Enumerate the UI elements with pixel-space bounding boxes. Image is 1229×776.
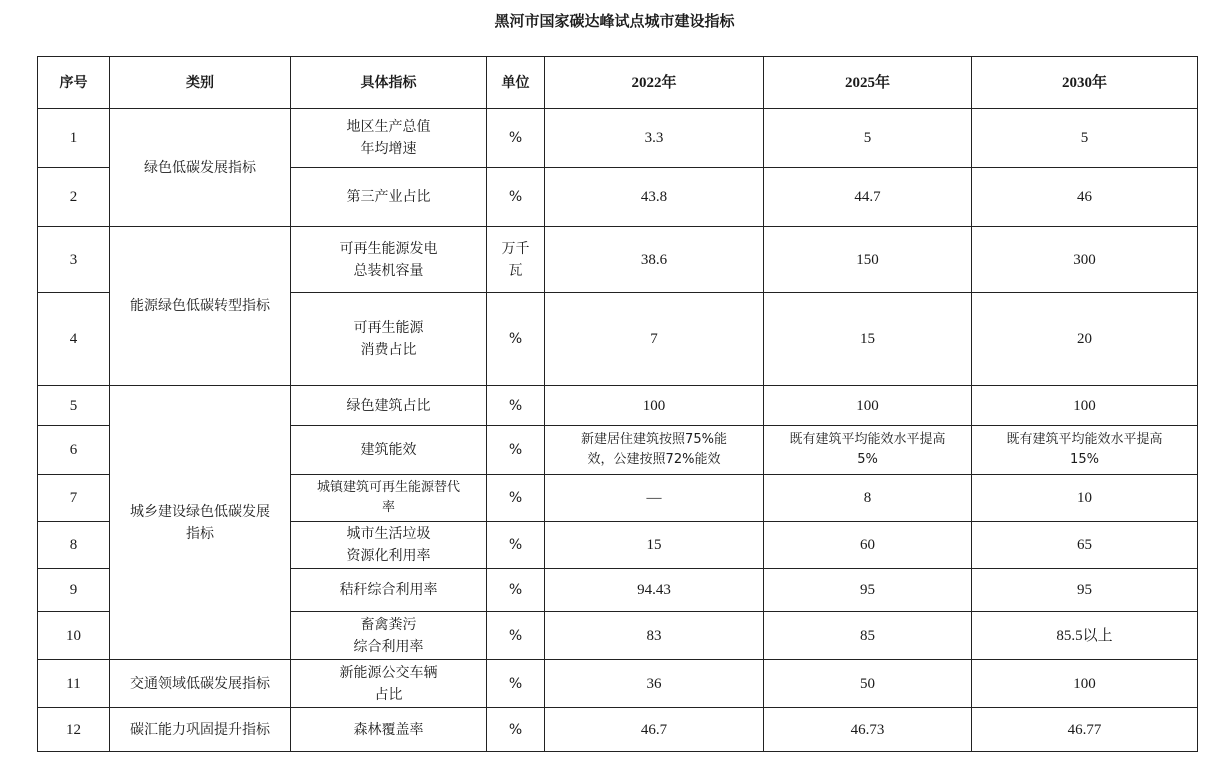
unit-cell: 万千 瓦 xyxy=(487,227,545,293)
row-seq: 5 xyxy=(38,386,110,426)
value-2025: 150 xyxy=(764,227,972,293)
value-2025: 46.73 xyxy=(764,708,972,752)
row-seq: 2 xyxy=(38,168,110,227)
category-cell: 绿色低碳发展指标 xyxy=(110,109,291,227)
unit-cell: % xyxy=(487,708,545,752)
table-row xyxy=(38,708,1198,752)
header-unit: 单位 xyxy=(487,57,545,109)
value-2030: 100 xyxy=(972,386,1198,426)
value-2025: 85 xyxy=(764,612,972,660)
row-seq: 1 xyxy=(38,109,110,168)
header-2025: 2025年 xyxy=(764,57,972,109)
row-seq: 12 xyxy=(38,708,110,752)
page-title: 黑河市国家碳达峰试点城市建设指标 xyxy=(494,12,735,30)
header-2022: 2022年 xyxy=(545,57,764,109)
indicator-cell: 第三产业占比 xyxy=(291,168,487,227)
value-2025: 95 xyxy=(764,569,972,612)
unit-cell: % xyxy=(487,475,545,522)
unit-cell: % xyxy=(487,293,545,386)
category-cell: 城乡建设绿色低碳发展 指标 xyxy=(110,386,291,660)
header-indicator: 具体指标 xyxy=(291,57,487,109)
unit-cell: % xyxy=(487,660,545,708)
table-row xyxy=(38,109,1198,168)
row-seq: 10 xyxy=(38,612,110,660)
unit-cell: % xyxy=(487,109,545,168)
value-2025: 5 xyxy=(764,109,972,168)
category-cell: 能源绿色低碳转型指标 xyxy=(110,227,291,386)
indicator-cell: 森林覆盖率 xyxy=(291,708,487,752)
value-2022: 15 xyxy=(545,522,764,569)
row-seq: 11 xyxy=(38,660,110,708)
value-2025: 50 xyxy=(764,660,972,708)
unit-cell: % xyxy=(487,426,545,475)
indicator-cell: 新能源公交车辆 占比 xyxy=(291,660,487,708)
value-2025: 60 xyxy=(764,522,972,569)
category-cell: 碳汇能力巩固提升指标 xyxy=(110,708,291,752)
row-seq: 7 xyxy=(38,475,110,522)
value-2022: 3.3 xyxy=(545,109,764,168)
value-2022: 7 xyxy=(545,293,764,386)
indicator-cell: 畜禽粪污 综合利用率 xyxy=(291,612,487,660)
value-2030: 65 xyxy=(972,522,1198,569)
indicator-cell: 城市生活垃圾 资源化利用率 xyxy=(291,522,487,569)
value-2025: 8 xyxy=(764,475,972,522)
value-2025: 既有建筑平均能效水平提高 5% xyxy=(764,426,972,475)
table-row xyxy=(38,660,1198,708)
value-2022: 46.7 xyxy=(545,708,764,752)
indicator-cell: 绿色建筑占比 xyxy=(291,386,487,426)
row-seq: 9 xyxy=(38,569,110,612)
value-2022: 43.8 xyxy=(545,168,764,227)
unit-cell: % xyxy=(487,168,545,227)
header-category: 类别 xyxy=(110,57,291,109)
unit-cell: % xyxy=(487,612,545,660)
value-2022: 83 xyxy=(545,612,764,660)
unit-cell: % xyxy=(487,569,545,612)
table-header-row xyxy=(38,57,1198,109)
value-2022: 94.43 xyxy=(545,569,764,612)
value-2022: — xyxy=(545,475,764,522)
indicator-cell: 建筑能效 xyxy=(291,426,487,475)
value-2030: 既有建筑平均能效水平提高 15% xyxy=(972,426,1198,475)
value-2025: 15 xyxy=(764,293,972,386)
value-2025: 44.7 xyxy=(764,168,972,227)
row-seq: 6 xyxy=(38,426,110,475)
value-2030: 85.5以上 xyxy=(972,612,1198,660)
indicator-cell: 秸秆综合利用率 xyxy=(291,569,487,612)
value-2030: 5 xyxy=(972,109,1198,168)
indicator-cell: 城镇建筑可再生能源替代 率 xyxy=(291,475,487,522)
indicator-table xyxy=(37,56,1198,752)
indicator-cell: 地区生产总值 年均增速 xyxy=(291,109,487,168)
value-2030: 100 xyxy=(972,660,1198,708)
value-2030: 10 xyxy=(972,475,1198,522)
header-seq: 序号 xyxy=(38,57,110,109)
indicator-cell: 可再生能源 消费占比 xyxy=(291,293,487,386)
value-2030: 46.77 xyxy=(972,708,1198,752)
value-2030: 95 xyxy=(972,569,1198,612)
value-2022: 100 xyxy=(545,386,764,426)
value-2022: 新建居住建筑按照75%能 效，公建按照72%能效 xyxy=(545,426,764,475)
header-2030: 2030年 xyxy=(972,57,1198,109)
value-2022: 38.6 xyxy=(545,227,764,293)
value-2022: 36 xyxy=(545,660,764,708)
value-2030: 20 xyxy=(972,293,1198,386)
row-seq: 3 xyxy=(38,227,110,293)
value-2030: 46 xyxy=(972,168,1198,227)
row-seq: 8 xyxy=(38,522,110,569)
indicator-cell: 可再生能源发电 总装机容量 xyxy=(291,227,487,293)
value-2025: 100 xyxy=(764,386,972,426)
row-seq: 4 xyxy=(38,293,110,386)
unit-cell: % xyxy=(487,522,545,569)
unit-cell: % xyxy=(487,386,545,426)
table-row xyxy=(38,386,1198,426)
category-cell: 交通领域低碳发展指标 xyxy=(110,660,291,708)
table-row xyxy=(38,227,1198,293)
value-2030: 300 xyxy=(972,227,1198,293)
